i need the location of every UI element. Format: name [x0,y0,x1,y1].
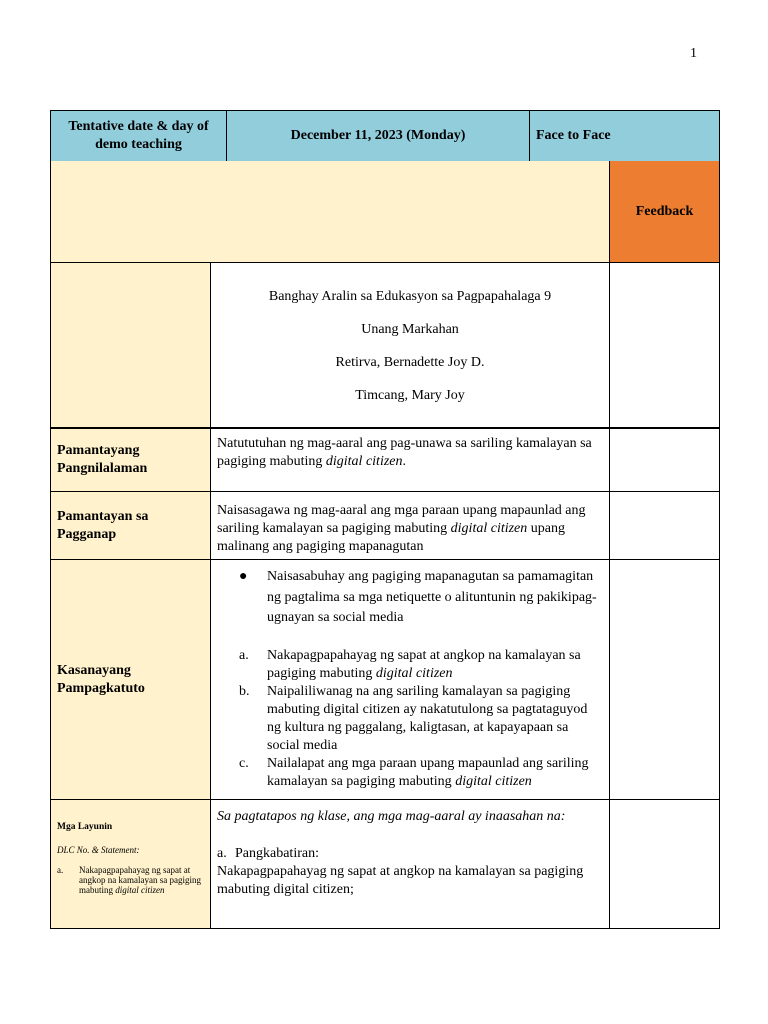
list-item-text: Nakapagpapahayag ng sapat at angkop na kamalayan sa pagiging mabuting digital citizen [267,647,581,681]
list-marker: a. [217,846,227,861]
layunin-label-cell [51,800,211,928]
author-2: Timcang, Mary Joy [355,388,465,403]
content-text: Natututuhan ng mag-aaral ang pag-unawa sa sariling kamalayan sa pagiging mabuting [217,436,592,469]
feedback-cell [610,429,719,491]
page-number: 1 [690,46,697,61]
list-marker: b. [239,683,250,699]
bullet-text: Naisasabuhay ang pagiging mapanagutan sa pamamagitan ng pagtalima sa mga netiquette o alituntunin ng pakikipag-ugnayan sa social media [267,569,597,625]
list-item-text: Nailalapat ang mga paraan upang mapaunlad ang sariling kamalayan sa pagiging mabuting digital citizen [267,755,589,789]
pamantayang-pangnilalaman-row [51,427,719,491]
row-label: Kasanayang Pampagkatuto [57,662,145,696]
list-item [57,865,210,895]
content-text: Naisasagawa ng mag-aaral ang mga paraan upang mapaunlad ang sariling kamalayan sa pagiging mabuting [217,503,586,536]
kasanayang-pampagkatuto-row [51,559,719,799]
info-cell [211,263,610,427]
feedback-cell [610,800,719,928]
feedback-header: Feedback [610,161,719,262]
dlc-label: DLC No. & Statement: [57,845,140,855]
quarter: Unang Markahan [361,322,459,337]
author-1: Retirva, Bernadette Joy D. [335,355,485,370]
objective-category: Pangkabatiran: [235,846,319,861]
content-tail: . [402,454,406,469]
modality: Face to Face [536,128,611,143]
feedback-cell [610,560,719,799]
objective-text: Nakapagpapahayag ng sapat at angkop na kamalayan sa pagiging mabuting digital citizen; [217,864,584,897]
list-item [239,683,603,755]
ordered-list [217,647,603,791]
content-cell [211,492,610,559]
objectives-intro: Sa pagtatapos ng klase, ang mga mag-aaral ay inaasahan na: [217,809,566,824]
row-label: Pamantayang Pangnilalaman [57,443,148,476]
content-italic: digital citizen [450,521,528,536]
content-italic: digital citizen [325,454,403,469]
info-row [51,262,719,427]
content-tail: upang malinang ang pagiging mapanagutan [217,521,565,554]
list-marker: a. [239,647,249,663]
banner-blank-cell [51,161,610,262]
header-row [50,110,720,162]
lesson-plan-table [50,161,720,929]
content-cell [211,429,610,491]
bullet-icon: ● [239,569,248,584]
list-marker: c. [239,755,249,771]
mga-layunin-row [51,799,719,928]
row-label: Mga Layunin [57,822,113,832]
objective-heading [217,845,603,863]
list-item-text: Naipaliliwanag na ang sariling kamalayan sa pagiging mabuting digital citizen ay nakatutulong sa pagtataguyod ng kultura ng paggalang, kaligtasan, at kapayapaan sa social media [267,683,588,753]
feedback-cell [610,492,719,559]
feedback-cell [610,263,719,427]
demo-date-label: Tentative date & day of demo teaching [51,111,227,161]
content-cell [211,560,610,799]
list-item-text: Nakapagpapahayag ng sapat at angkop na kamalayan sa pagiging mabuting digital citizen [79,865,201,895]
row-label: Pamantayan sa Pagganap [57,508,149,542]
banner-row [51,161,719,262]
list-item [239,755,603,791]
demo-date-value: December 11, 2023 (Monday) [227,111,530,161]
list-item [239,647,603,683]
content-cell [211,800,610,928]
info-label-cell [51,263,211,427]
list-marker: a. [57,865,64,875]
subject-title: Banghay Aralin sa Edukasyon sa Pagpapahalaga 9 [268,289,552,304]
pamantayan-sa-pagganap-row [51,491,719,559]
list-item [239,567,603,629]
